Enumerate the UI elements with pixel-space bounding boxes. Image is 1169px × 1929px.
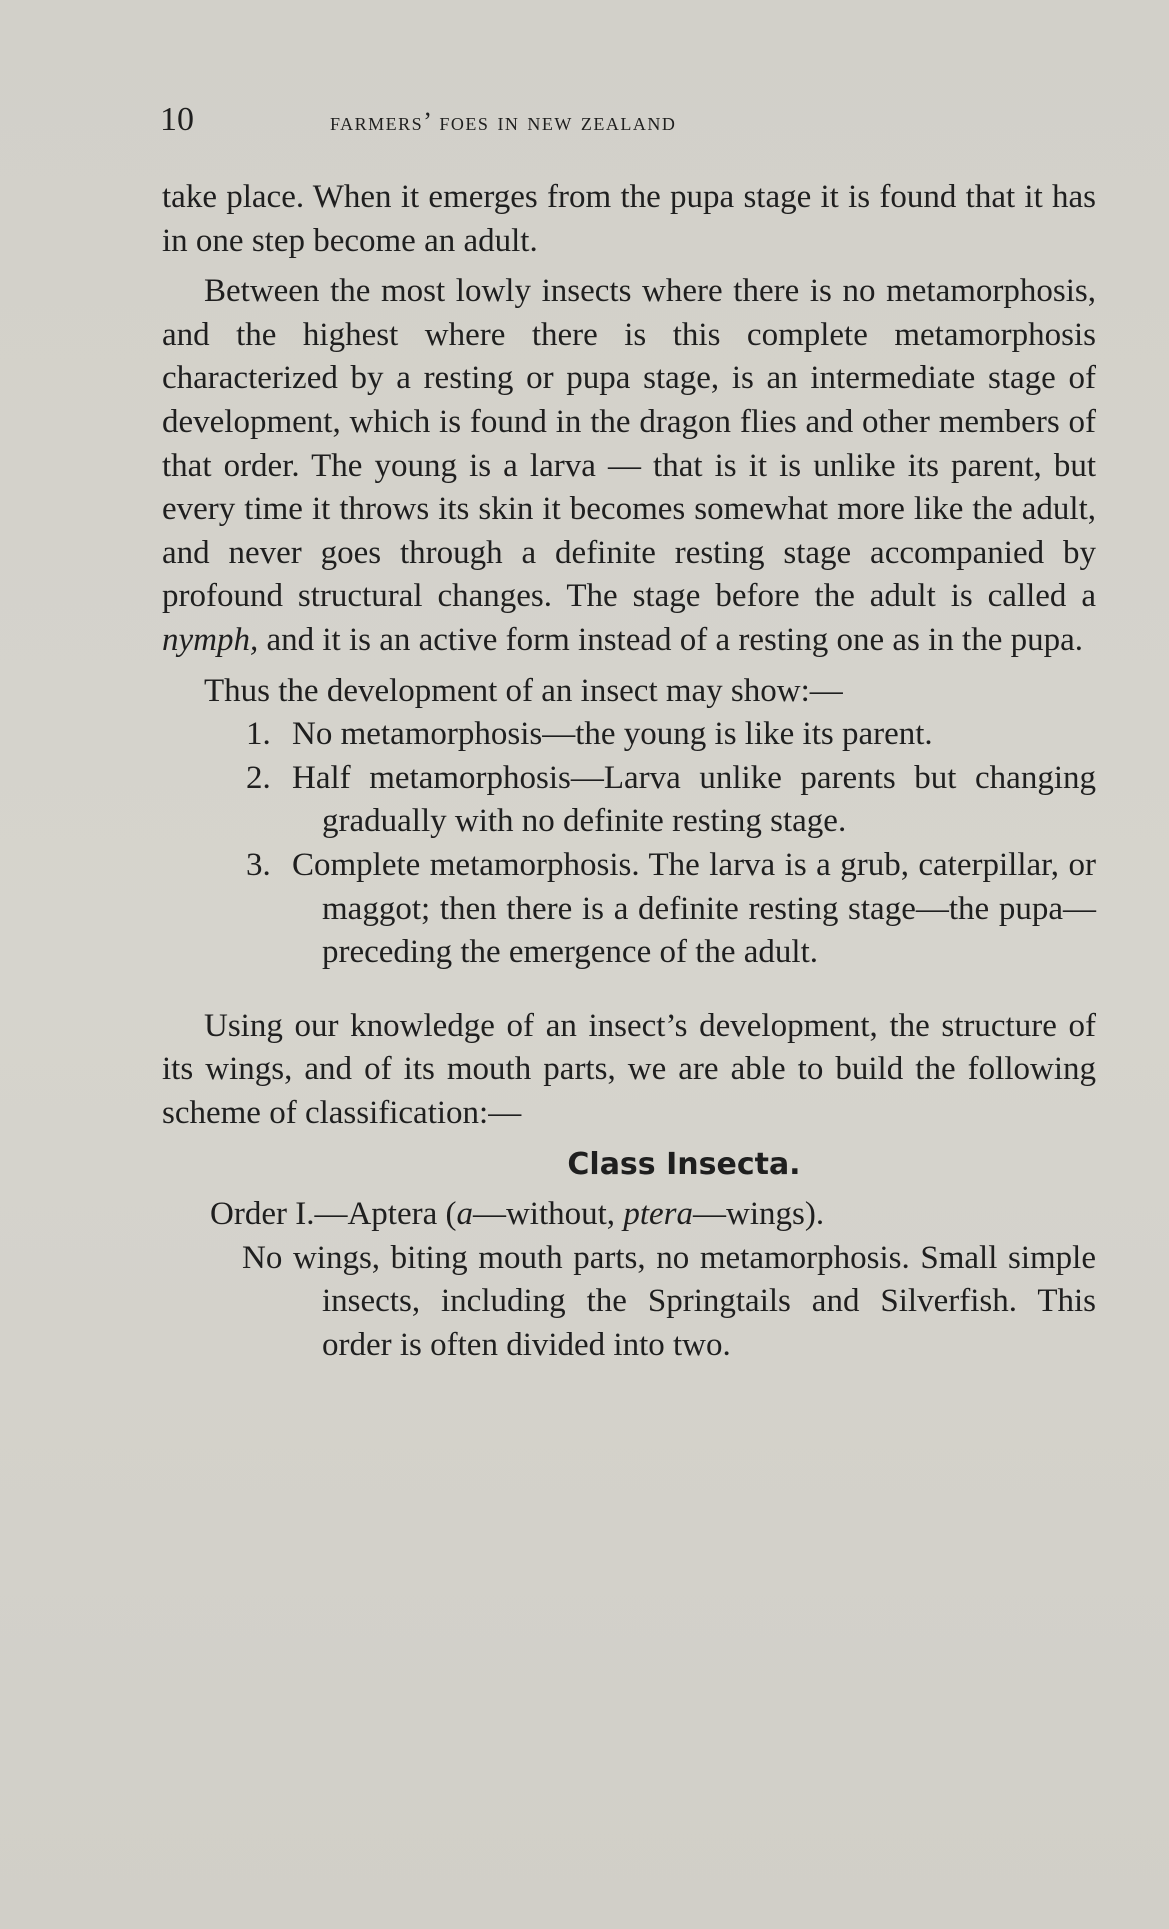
order-text: —wings). (692, 1196, 825, 1233)
paragraph-development-intro: Thus the development of an insect may show:— (204, 672, 843, 709)
list-text: Half metamorphosis—Larva unlike parents but changing gradually with no definite resting stage. (292, 759, 1096, 840)
list-text: Complete metamorphosis. The larva is a grub, caterpillar, or maggot; then there is a definite resting stage—the pupa—preceding the emergence of the adult. (292, 846, 1096, 971)
order-description: No wings, biting mouth parts, no metamorphosis. Small simple insects, including the Springtails and Silverfish. This order is often divided into two. (242, 1239, 1096, 1363)
development-list (162, 713, 1096, 975)
body-text (162, 176, 1096, 1367)
list-number: 1. (246, 716, 271, 753)
page-number: 10 (160, 101, 194, 138)
paragraph-intermediate-stage (162, 270, 1096, 662)
paragraph-classification-intro: Using our knowledge of an insect’s development, the structure of its wings, and of its mouth parts, we are able to build the following scheme of classification:— (162, 1007, 1096, 1131)
nymph-term: nymph, (162, 621, 259, 658)
book-title: farmers’ foes in new zealand (330, 107, 677, 136)
order-title (162, 1193, 1096, 1237)
order-italic-a: a (456, 1196, 473, 1233)
running-head (160, 98, 920, 142)
list-number: 2. (246, 759, 271, 796)
paragraph-pupa-emergence: take place. When it emerges from the pupa stage it is found that it has in one step become an adult. (162, 179, 1096, 259)
paragraph-text: Between the most lowly insects where there is no metamorphosis, and the highest where there is this complete metamorphosis characterized by a resting or pupa stage, is an intermediate stage of development, which is found in the dragon flies and other members of that order. The young is a larva — that is it is unlike its parent, but every time it throws its skin it becomes somewhat more like the adult, and never goes through a definite resting stage accompanied by profound structural changes. The stage before the adult is called a (162, 273, 1096, 615)
order-text: —without, (472, 1196, 624, 1233)
list-number: 3. (246, 846, 271, 883)
paragraph-text: and it is an active form instead of a resting one as in the pupa. (258, 621, 1083, 658)
list-text: No metamorphosis—the young is like its parent. (292, 716, 933, 753)
list-item (162, 844, 1096, 975)
class-heading: Class Insecta. (567, 1147, 801, 1183)
list-item (162, 713, 1096, 757)
order-text: Order I.—Aptera ( (210, 1196, 457, 1233)
list-item (162, 757, 1096, 844)
order-italic-ptera: ptera (623, 1196, 693, 1233)
